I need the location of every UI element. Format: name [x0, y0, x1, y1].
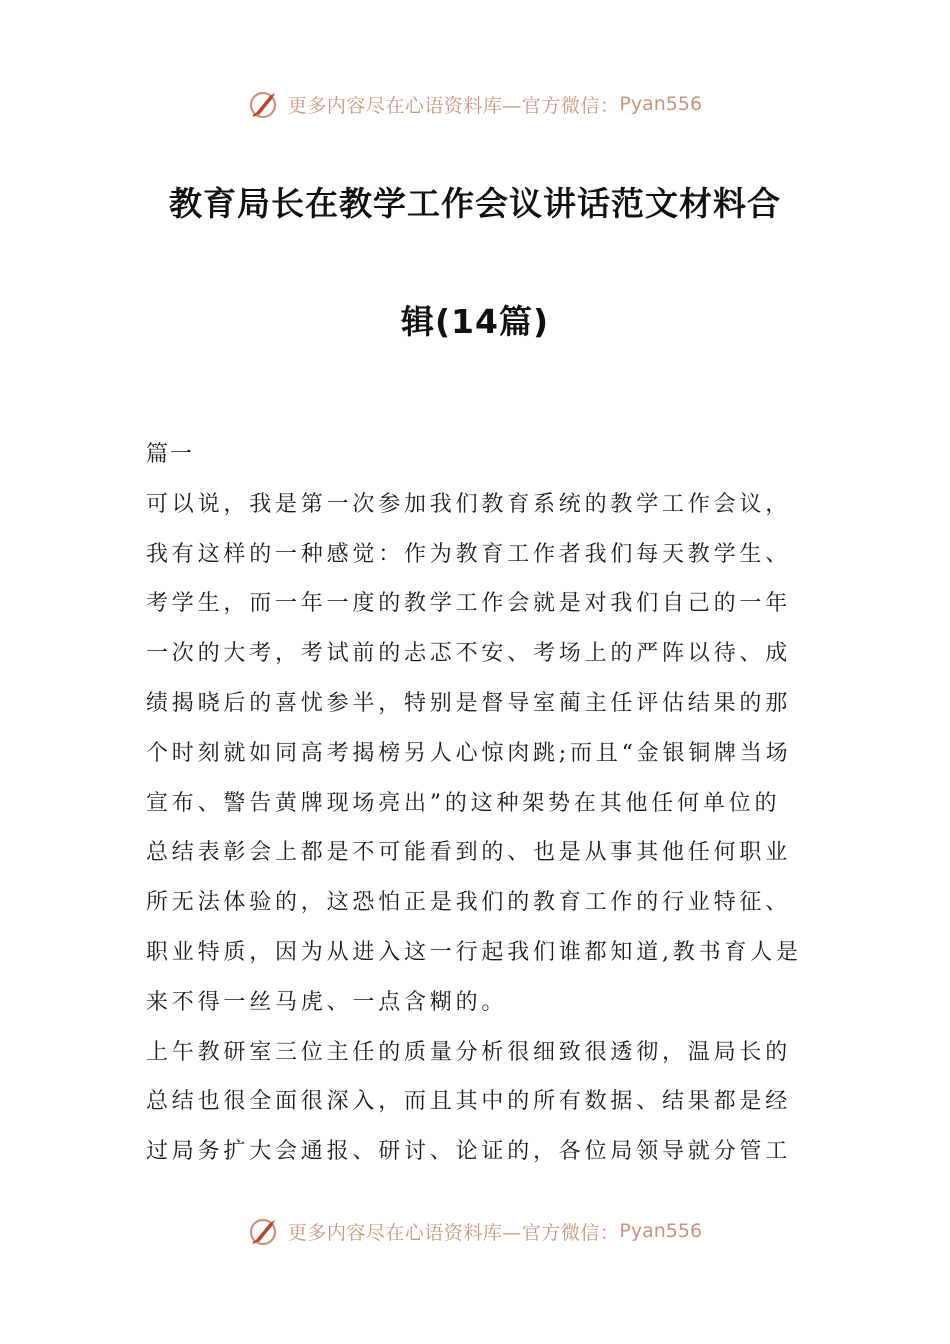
watermark-text: 更多内容尽在心语资料库—官方微信：: [287, 1221, 620, 1244]
section-label: 篇一: [146, 442, 195, 467]
header-watermark-banner: [0, 84, 950, 124]
watermark-contact: Pyan556: [619, 1220, 703, 1242]
paragraph-line: 总结表彰会上都是不可能看到的、也是从事其他任何职业: [146, 840, 792, 866]
document-title-line-2: 辑(14篇): [400, 302, 550, 341]
paragraph-line: 上午教研室三位主任的质量分析很细致很透彻，温局长的: [146, 1039, 792, 1065]
watermark-contact: Pyan556: [619, 93, 703, 115]
paragraph-line: 我有这样的一种感觉：作为教育工作者我们每天教学生、: [146, 541, 792, 567]
document-title-line-1: 教育局长在教学工作会议讲话范文材料合: [169, 184, 781, 223]
paragraph-line: 考学生，而一年一度的教学工作会就是对我们自己的一年: [146, 591, 792, 617]
paragraph-line: 一次的大考，考试前的忐忑不安、考场上的严阵以待、成: [146, 641, 792, 667]
paragraph-line: 个时刻就如同高考揭榜另人心惊肉跳;而且“金银铜牌当场: [146, 740, 792, 766]
paragraph-line: 过局务扩大会通报、研讨、论证的，各位局领导就分管工: [146, 1139, 792, 1165]
watermark-text: 更多内容尽在心语资料库—官方微信：: [287, 94, 620, 117]
paragraph-line: 总结也很全面很深入，而且其中的所有数据、结果都是经: [146, 1089, 792, 1115]
paragraph-line: 绩揭晓后的喜忧参半，特别是督导室蔺主任评估结果的那: [146, 690, 792, 716]
paragraph-line: 所无法体验的，这恐怕正是我们的教育工作的行业特征、: [146, 890, 792, 916]
paragraph-line: 来不得一丝马虎、一点含糊的。: [146, 989, 508, 1015]
paragraph-line: 宣布、警告黄牌现场亮出”的这种架势在其他任何单位的: [146, 790, 781, 816]
paragraph-line: 可以说，我是第一次参加我们教育系统的教学工作会议，: [146, 491, 792, 517]
pen-nib-logo-icon: [248, 87, 282, 121]
document-body: [146, 430, 808, 1177]
pen-nib-logo-icon: [248, 1214, 282, 1248]
footer-watermark-banner: [0, 1211, 950, 1251]
paragraph-line: 职业特质，因为从进入这一行起我们谁都知道,教书育人是: [146, 939, 802, 965]
